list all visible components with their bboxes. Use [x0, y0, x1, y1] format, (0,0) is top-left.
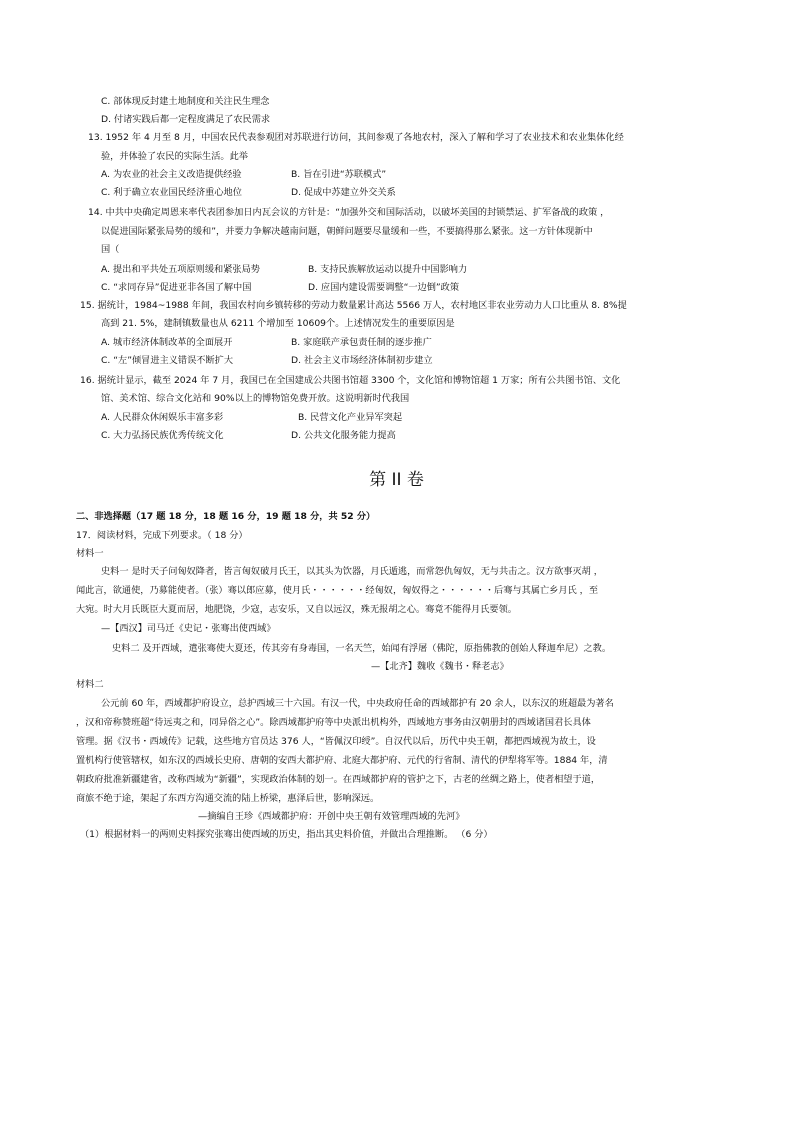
q15-option-d: D. 社会主义市场经济体制初步建立	[291, 355, 433, 366]
q14-option-d: D. 应国内建设需要调整“一边倒”政策	[308, 282, 460, 293]
q13-stem-line1: 13. 1952 年 4 月至 8 月，中国农民代表参观团对苏联进行访问，其间参观了各地农村，深入了解和学习了农业技术和农业集体化经	[88, 132, 624, 143]
q14-option-c: C. “求同存异”促进亚非各国了解中国	[101, 282, 252, 293]
q15-option-c: C. “左”倾冒进主义错误不断扩大	[101, 355, 234, 366]
q13-option-a: A. 为农业的社会主义改造提供经验	[101, 169, 242, 180]
q14-option-b: B. 支持民族解放运动以提升中国影响力	[308, 264, 468, 275]
material2-line3: 管理。据《汉书・西域传》记载，这些地方官员达 376 人，“皆佩汉印绶”。自汉代以后，历代中央王朝，都把西域视为故土，设	[76, 736, 596, 747]
q14-stem-line3: 国（	[101, 244, 120, 255]
section-title: 第 II 卷	[369, 470, 424, 490]
material1-citation2: —【北齐】魏收《魏书・释老志》	[371, 661, 509, 672]
q14-option-a: A. 提出和平共处五项原则缓和紧张局势	[101, 264, 260, 275]
q16-option-b: B. 民营文化产业异军突起	[298, 412, 403, 423]
material2-line4: 置机构行使管辖权，如东汉的西域长史府、唐朝的安西大都护府、北庭大都护府、元代的行省制、清代的伊犁将军等。1884 年，清	[76, 755, 608, 766]
material1-source1-line3: 大宛。时大月氏既臣大夏而居，地肥饶，少寇，志安乐，又自以远汉，殊无报胡之心。骞竟不能得月氏要领。	[76, 604, 517, 615]
q16-stem-line2: 馆、美术馆、综合文化站和 90%以上的博物馆免费开放。这说明新时代我国	[101, 393, 410, 404]
material1-citation1: —【西汉】司马迁《史记・张骞出使西域》	[101, 623, 276, 634]
material2-line6: 商旅不绝于途，架起了东西方沟通交流的陆上桥梁，惠泽后世，影响深远。	[76, 793, 380, 804]
q16-stem-line1: 16. 据统计显示，截至 2024 年 7 月，我国已在全国建成公共图书馆超 3300 个，文化馆和博物馆超 1 万家；所有公共图书馆、文化	[80, 375, 621, 386]
q15-stem-line2: 高到 21. 5%，建制镇数量也从 6211 个增加至 10609个。上述情况发生的重要原因是	[101, 318, 455, 329]
material2-line1: 公元前 60 年，西域都护府设立，总护西域三十六国。有汉一代，中央政府任命的西域都护有 20 余人，以东汉的班超最为著名	[101, 698, 614, 709]
q13-option-b: B. 旨在引进“苏联模式”	[291, 169, 387, 180]
part2-heading: 二、非选择题（17 题 18 分，18 题 16 分，19 题 18 分，共 52 分）	[76, 511, 376, 522]
q16-option-d: D. 公共文化服务能力提高	[291, 430, 396, 441]
q15-stem-line1: 15. 据统计，1984~1988 年间，我国农村向乡镇转移的劳动力数量累计高达 5566 万人，农村地区非农业劳动力人口比重从 8. 8%提	[80, 300, 627, 311]
material2-line2: ，汉和帝称赞班超“待远夷之和，同异俗之心”。除西域都护府等中央派出机构外，西域地方事务由汉朝册封的西域诸国君长具体	[76, 717, 591, 728]
q15-option-b: B. 家庭联产承包责任制的逐步推广	[291, 337, 432, 348]
q15-option-a: A. 城市经济体制改革的全面展开	[101, 337, 233, 348]
material2-citation: —摘编自王珍《西域都护府：开创中央王朝有效管理西域的先河》	[198, 811, 465, 822]
q13-stem-line2: 验，并体验了农民的实际生活。此举	[101, 151, 248, 162]
material2-line5: 朝政府批准新疆建省，改称西域为“新疆”，实现政治体制的划一。在西域都护府的管护之下，古老的丝绸之路上，使者相望于道，	[76, 774, 601, 785]
q13-option-c: C. 利于确立农业国民经济重心地位	[101, 187, 242, 198]
q13-option-d: D. 促成中苏建立外交关系	[291, 187, 396, 198]
q12-option-c: C. 部体现反封建土地制度和关注民生理念	[101, 96, 270, 107]
q17-stem: 17．阅读材料，完成下列要求。（ 18 分）	[76, 530, 248, 541]
q16-option-c: C. 大力弘扬民族优秀传统文化	[101, 430, 224, 441]
q14-stem-line2: 以促进国际紧张局势的缓和”，并要力争解决越南问题，朝鲜问题要尽量缓和一些，不要搞得那么紧张。这一方针体现新中	[101, 226, 593, 237]
material1-source2: 史料二 及开西域，遣张骞使大夏还，传其旁有身毒国，一名天竺，始闻有浮屠（佛陀，原指佛教的创始人释迦牟尼）之教。	[112, 643, 612, 654]
material2-label: 材料二	[76, 679, 104, 690]
q16-option-a: A. 人民群众休闲娱乐丰富多彩	[101, 412, 224, 423]
q17-part1: （1）根据材料一的两则史料探究张骞出使西域的历史，指出其史料价值，并做出合理推断。 （6 分）	[80, 829, 493, 840]
material1-source1-line1: 史料一 是时天子问匈奴降者，皆言匈奴破月氏王，以其头为饮器，月氏遁逃，而常怨仇匈奴，无与共击之。汉方欲事灭胡 ，	[101, 566, 603, 577]
material1-label: 材料一	[76, 548, 104, 559]
q14-stem-line1: 14. 中共中央确定周恩来率代表团参加日内瓦会议的方针是：“加强外交和国际活动，以破坏美国的封锁禁运、扩军备战的政策 ，	[88, 207, 610, 218]
material1-source1-line2: 闻此言，欲通使，乃募能使者。（张）骞以郎应募，使月氏・・・・・・经匈奴，匈奴得之・・・・・・后骞与其属亡乡月氏 ，至	[76, 585, 599, 596]
q12-option-d: D. 付诸实践后都一定程度满足了农民需求	[101, 114, 271, 125]
